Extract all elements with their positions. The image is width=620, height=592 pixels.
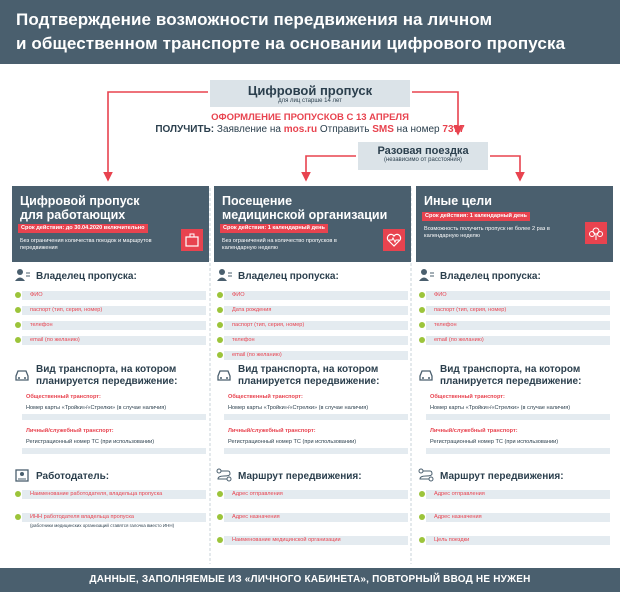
personal-transport-field[interactable] <box>22 448 206 454</box>
transport-title-line1: Вид транспорта, на котором <box>36 364 177 375</box>
owner-field[interactable] <box>426 336 610 345</box>
sms-label: SMS <box>372 124 394 135</box>
public-transport-label: Общественный транспорт: <box>430 394 505 400</box>
card-title-line2: для работающих <box>20 208 126 222</box>
field-label: паспорт (тип, серия, номер) <box>232 322 305 328</box>
car-icon <box>14 368 30 382</box>
field-label: Наименование медицинской организации <box>232 537 341 543</box>
personal-transport-text: Регистрационный номер ТС (при использовании) <box>26 439 155 445</box>
check-icon <box>419 307 425 313</box>
bottom-field[interactable] <box>224 536 408 545</box>
footer-note: ДАННЫЕ, ЗАПОЛНЯЕМЫЕ ИЗ «ЛИЧНОГО КАБИНЕТА», ПОВТОРНЫЙ ВВОД НЕ НУЖЕН <box>0 568 620 592</box>
card-description: Без ограничений на количество пропусков в календарную неделю <box>222 238 337 251</box>
check-icon <box>15 292 21 298</box>
digital-pass-subtitle: для лиц старше 14 лет <box>278 98 342 104</box>
card-description: Возможность получить пропуск не более 2 раз в календарную неделю <box>424 226 550 239</box>
transport-title-line2: планируется передвижение: <box>238 376 380 387</box>
field-label: Адрес назначения <box>434 514 482 520</box>
bottom-field[interactable] <box>426 536 610 545</box>
field-label: ФИО <box>232 292 245 298</box>
issue-date: ОФОРМЛЕНИЕ ПРОПУСКОВ С 13 АПРЕЛЯ <box>211 112 409 123</box>
card-medical <box>214 186 411 262</box>
car-icon <box>418 368 434 382</box>
bottom-field[interactable] <box>224 490 408 499</box>
check-icon <box>419 322 425 328</box>
check-icon <box>217 337 223 343</box>
field-label: Наименование работодателя, владельца пропуска <box>30 491 163 497</box>
sms-number: 7377 <box>442 124 465 135</box>
check-icon <box>419 292 425 298</box>
bottom-field[interactable] <box>22 490 206 499</box>
owner-title: Владелец пропуска: <box>36 271 137 282</box>
field-label: паспорт (тип, серия, номер) <box>30 307 103 313</box>
route-icon <box>418 468 434 482</box>
check-icon <box>15 307 21 313</box>
check-icon <box>419 337 425 343</box>
car-icon <box>216 368 232 382</box>
owner-title: Владелец пропуска: <box>440 271 541 282</box>
owner-field[interactable] <box>426 306 610 315</box>
field-label: Цель поездки <box>434 537 470 543</box>
person-icon <box>14 268 30 282</box>
obtain-label: ПОЛУЧИТЬ: <box>155 124 215 135</box>
owner-field[interactable] <box>224 351 408 360</box>
field-label: Дата рождения <box>232 307 272 313</box>
employer-icon <box>14 468 30 482</box>
route-icon <box>216 468 232 482</box>
card-description: Без ограничения количества поездок и маршрутов передвижения <box>20 238 152 251</box>
owner-field[interactable] <box>224 336 408 345</box>
card-title-line1: Цифровой пропуск <box>20 194 140 208</box>
mos-ru-link[interactable]: mos.ru <box>283 124 318 135</box>
public-transport-label: Общественный транспорт: <box>228 394 303 400</box>
owner-title: Владелец пропуска: <box>238 271 339 282</box>
page-title-line2: и общественном транспорте на основании цифрового пропуска <box>16 34 566 53</box>
bottom-field[interactable] <box>224 513 408 522</box>
obtain-text1: Заявление на <box>216 124 281 135</box>
field-label: Адрес отправления <box>434 491 485 497</box>
flower-icon <box>585 222 607 244</box>
column-workers <box>12 186 209 262</box>
public-transport-field[interactable] <box>426 414 610 420</box>
check-icon <box>217 322 223 328</box>
check-icon <box>217 292 223 298</box>
one-time-trip-box <box>358 142 488 170</box>
term-badge: Срок действия: до 30.04.2020 включительно <box>18 224 148 233</box>
check-icon <box>217 307 223 313</box>
check-icon <box>15 514 21 520</box>
owner-field[interactable] <box>22 321 206 330</box>
card-title-line1: Иные цели <box>424 194 492 208</box>
public-transport-field[interactable] <box>224 414 408 420</box>
check-icon <box>217 514 223 520</box>
field-label: Адрес назначения <box>232 514 280 520</box>
check-icon <box>217 537 223 543</box>
personal-transport-field[interactable] <box>224 448 408 454</box>
route-title: Маршрут передвижения: <box>238 471 362 482</box>
owner-field[interactable] <box>224 321 408 330</box>
employer-title: Работодатель: <box>36 471 110 482</box>
transport-title-line1: Вид транспорта, на котором <box>238 364 379 375</box>
public-transport-text: Номер карты «Тройки»/«Стрелки» (в случае наличия) <box>430 405 571 411</box>
field-label: ФИО <box>30 292 43 298</box>
card-title-line2: медицинской организации <box>222 208 388 222</box>
public-transport-text: Номер карты «Тройки»/«Стрелки» (в случае наличия) <box>26 405 167 411</box>
transport-title-line1: Вид транспорта, на котором <box>440 364 581 375</box>
check-icon <box>15 337 21 343</box>
personal-transport-text: Регистрационный номер ТС (при использовании) <box>228 439 357 445</box>
personal-transport-label: Личный/служебный транспорт: <box>430 428 518 434</box>
transport-title-line2: планируется передвижение: <box>440 376 582 387</box>
person-icon <box>216 268 232 282</box>
term-badge: Срок действия: 1 календарный день <box>422 212 530 221</box>
field-label: email (по желанию) <box>30 337 80 343</box>
page-title-line1: Подтверждение возможности передвижения на личном <box>16 10 493 29</box>
owner-field[interactable] <box>224 291 408 300</box>
card-workers <box>12 186 209 262</box>
check-icon <box>217 491 223 497</box>
owner-field[interactable] <box>426 321 610 330</box>
owner-field[interactable] <box>224 306 408 315</box>
check-icon <box>419 537 425 543</box>
person-icon <box>418 268 434 282</box>
owner-field[interactable] <box>426 291 610 300</box>
bottom-field[interactable] <box>426 513 610 522</box>
public-transport-text: Номер карты «Тройки»/«Стрелки» (в случае наличия) <box>228 405 369 411</box>
field-label: email (по желанию) <box>232 352 282 358</box>
card-title-line1: Посещение <box>222 194 293 208</box>
transport-title-line2: планируется передвижение: <box>36 376 178 387</box>
field-label: телефон <box>232 337 255 343</box>
check-icon <box>419 491 425 497</box>
employer-note: (работники медицинских организаций ставятся галочка вместо ИНН) <box>30 523 175 528</box>
digital-pass-title: Цифровой пропуск <box>247 83 373 98</box>
digital-pass-box <box>210 80 410 107</box>
owner-field[interactable] <box>22 306 206 315</box>
briefcase-icon <box>181 229 203 251</box>
field-label: телефон <box>30 322 53 328</box>
field-label: ФИО <box>434 292 447 298</box>
column-medical <box>214 186 411 262</box>
field-label: ИНН работодателя владельца пропуска <box>30 514 135 520</box>
check-icon <box>419 514 425 520</box>
heart-pulse-icon <box>383 229 405 251</box>
check-icon <box>15 322 21 328</box>
check-icon <box>15 491 21 497</box>
column-other <box>416 186 613 262</box>
field-label: паспорт (тип, серия, номер) <box>434 307 507 313</box>
bottom-field[interactable] <box>426 490 610 499</box>
route-title: Маршрут передвижения: <box>440 471 564 482</box>
obtain-text2: Отправить <box>319 124 370 135</box>
obtain-text3: на номер <box>396 124 440 135</box>
field-label: email (по желанию) <box>434 337 484 343</box>
bottom-field[interactable] <box>22 513 206 522</box>
owner-field[interactable] <box>22 291 206 300</box>
public-transport-label: Общественный транспорт: <box>26 394 101 400</box>
one-time-title: Разовая поездка <box>377 145 469 157</box>
owner-field[interactable] <box>22 336 206 345</box>
personal-transport-field[interactable] <box>426 448 610 454</box>
personal-transport-label: Личный/служебный транспорт: <box>228 428 316 434</box>
field-label: Адрес отправления <box>232 491 283 497</box>
public-transport-field[interactable] <box>22 414 206 420</box>
obtain-line <box>0 124 620 135</box>
one-time-subtitle: (независимо от расстояния) <box>383 157 463 163</box>
personal-transport-label: Личный/служебный транспорт: <box>26 428 114 434</box>
check-icon <box>217 352 223 358</box>
term-badge: Срок действия: 1 календарный день <box>220 224 328 233</box>
card-other <box>416 186 613 262</box>
personal-transport-text: Регистрационный номер ТС (при использовании) <box>430 439 559 445</box>
field-label: телефон <box>434 322 457 328</box>
